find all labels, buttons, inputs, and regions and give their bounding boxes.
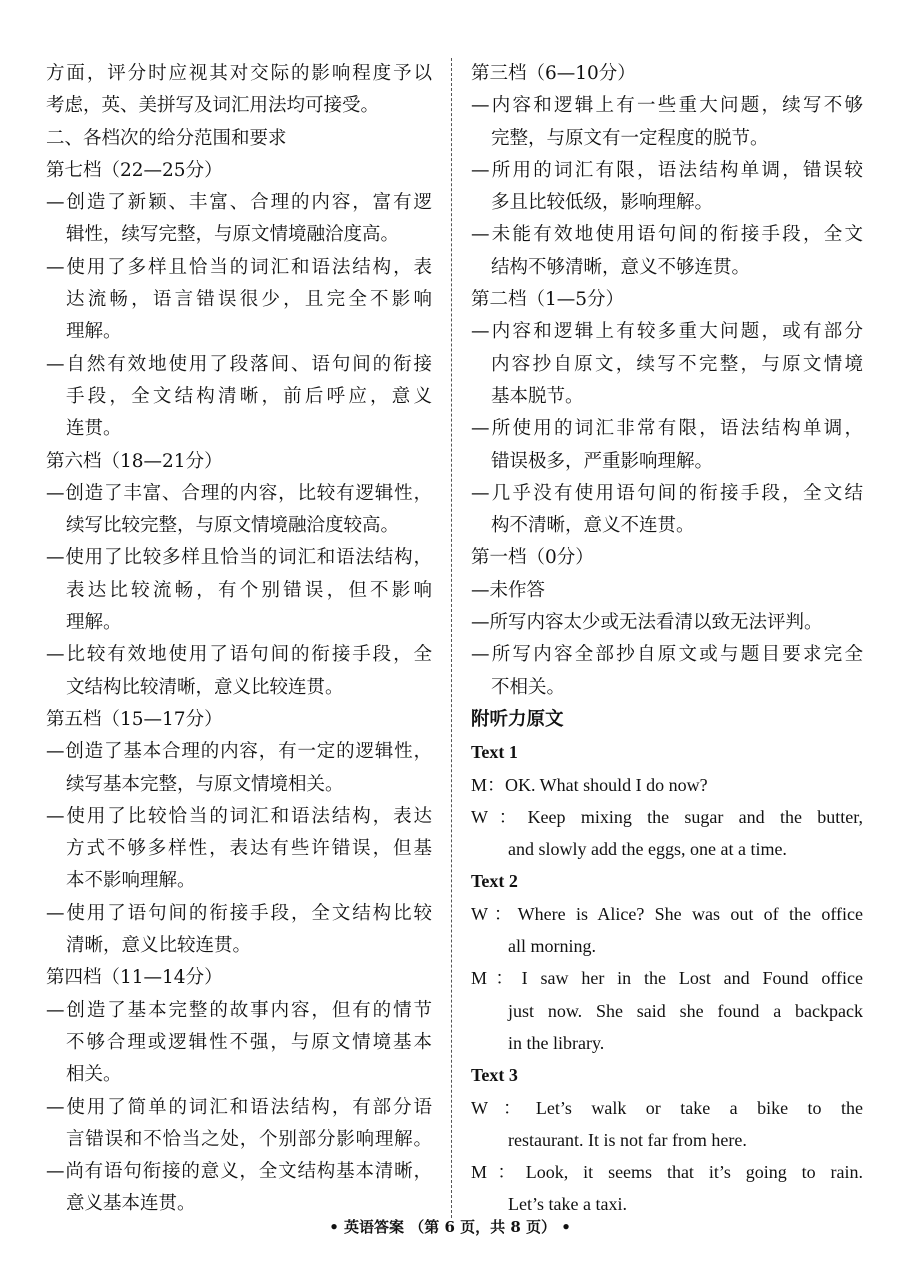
text-line: 达流畅，语言错误很少，且完全不影响 xyxy=(66,289,432,311)
text-line: —创造了丰富、合理的内容，比较有逻辑性， xyxy=(46,482,432,504)
text-line: 二、各档次的给分范围和要求 xyxy=(46,127,287,149)
text-line: 方面，评分时应视其对交际的影响程度予以 xyxy=(46,63,432,84)
text-line: 内容抄自原文，续写不完整，与原文情境 xyxy=(491,353,863,375)
text-line: 附听力原文 xyxy=(471,708,564,730)
left-column xyxy=(46,58,432,1221)
text-line: Text 3 xyxy=(471,1065,518,1086)
text-line: —所用的词汇有限，语法结构单调，错误较 xyxy=(471,159,863,181)
text-line: —内容和逻辑上有一些重大问题，续写不够 xyxy=(471,95,863,117)
text-line: 不够合理或逻辑性不强，与原文情境基本 xyxy=(66,1031,432,1053)
text-line: W：Let’s walk or take a bike to the xyxy=(471,1097,863,1118)
text-line: 表达比较流畅，有个别错误，但不影响 xyxy=(66,579,432,601)
text-line: 文结构比较清晰，意义比较连贯。 xyxy=(66,676,344,698)
column-divider xyxy=(451,58,452,1218)
text-line: —使用了多样且恰当的词汇和语法结构，表 xyxy=(46,256,432,278)
text-line: Let’s take a taxi. xyxy=(508,1194,627,1215)
text-line: 续写比较完整，与原文情境融洽度较高。 xyxy=(66,515,400,537)
text-line: —所使用的词汇非常有限，语法结构单调， xyxy=(471,418,863,440)
text-line: —未作答 xyxy=(471,579,546,601)
text-line: 续写基本完整，与原文情境相关。 xyxy=(66,773,344,795)
text-line: 手段，全文结构清晰，前后呼应，意义 xyxy=(66,385,432,407)
text-line: —尚有语句衔接的意义，全文结构基本清晰， xyxy=(46,1161,432,1183)
text-line: —使用了简单的词汇和语法结构，有部分语 xyxy=(46,1096,432,1118)
text-line: —使用了比较恰当的词汇和语法结构，表达 xyxy=(46,805,432,827)
text-line: and slowly add the eggs, one at a time. xyxy=(508,839,787,860)
text-line: —创造了基本合理的内容，有一定的逻辑性， xyxy=(46,741,432,763)
text-line: M：Look, it seems that it’s going to rain. xyxy=(471,1162,863,1183)
text-line: restaurant. It is not far from here. xyxy=(508,1129,747,1150)
page-footer: • 英语答案 （第 6 页，共 8 页） • xyxy=(329,1218,571,1236)
text-line: 本不影响理解。 xyxy=(66,870,196,892)
text-line: M：OK. What should I do now? xyxy=(471,774,708,795)
text-line: 不相关。 xyxy=(491,676,566,698)
text-line: 考虑，英、美拼写及词汇用法均可接受。 xyxy=(46,95,380,117)
text-line: —使用了语句间的衔接手段，全文结构比较 xyxy=(46,902,432,924)
text-line: 完整，与原文有一定程度的脱节。 xyxy=(491,127,769,149)
text-line: —自然有效地使用了段落间、语句间的衔接 xyxy=(46,353,432,375)
text-line: 理解。 xyxy=(66,321,122,343)
text-line: 第三档（6—10分） xyxy=(471,63,636,84)
text-line: 第六档（18—21分） xyxy=(46,450,223,472)
text-line: 第四档（11—14分） xyxy=(46,967,223,989)
text-line: —创造了基本完整的故事内容，但有的情节 xyxy=(46,999,432,1021)
text-line: 多且比较低级，影响理解。 xyxy=(491,192,714,214)
text-line: 第七档（22—25分） xyxy=(46,159,223,181)
right-column xyxy=(471,58,863,1221)
text-line: W：Keep mixing the sugar and the butter, xyxy=(471,806,863,827)
text-line: Text 1 xyxy=(471,742,518,763)
text-line: 第五档（15—17分） xyxy=(46,708,223,730)
text-line: —所写内容全部抄自原文或与题目要求完全 xyxy=(471,644,863,666)
text-line: in the library. xyxy=(508,1032,605,1053)
text-line: W：Where is Alice? She was out of the office xyxy=(471,903,863,924)
text-line: 第二档（1—5分） xyxy=(471,289,625,311)
text-line: 错误极多，严重影响理解。 xyxy=(491,450,714,472)
text-line: 言错误和不恰当之处，个别部分影响理解。 xyxy=(66,1128,432,1150)
text-line: —几乎没有使用语句间的衔接手段，全文结 xyxy=(471,482,863,504)
text-line: 理解。 xyxy=(66,612,122,634)
text-line: —使用了比较多样且恰当的词汇和语法结构， xyxy=(46,547,432,569)
text-line: Text 2 xyxy=(471,871,518,892)
text-line: 清晰，意义比较连贯。 xyxy=(66,935,252,957)
text-line: —内容和逻辑上有较多重大问题，或有部分 xyxy=(471,321,863,343)
text-line: 意义基本连贯。 xyxy=(66,1193,196,1215)
text-line: just now. She said she found a backpack xyxy=(508,1000,863,1021)
text-line: 结构不够清晰，意义不够连贯。 xyxy=(491,256,751,278)
text-line: 相关。 xyxy=(66,1064,122,1086)
text-line: —所写内容太少或无法看清以致无法评判。 xyxy=(471,612,823,634)
text-line: M：I saw her in the Lost and Found office xyxy=(471,968,863,989)
text-line: 构不清晰，意义不连贯。 xyxy=(491,515,695,537)
text-line: 方式不够多样性，表达有些许错误，但基 xyxy=(66,838,432,860)
text-line: 第一档（0分） xyxy=(471,547,594,569)
text-line: —创造了新颖、丰富、合理的内容，富有逻 xyxy=(46,192,432,214)
text-line: all morning. xyxy=(508,936,596,957)
text-line: 辑性，续写完整，与原文情境融洽度高。 xyxy=(66,224,400,246)
text-line: 连贯。 xyxy=(66,418,122,440)
text-line: —未能有效地使用语句间的衔接手段，全文 xyxy=(471,224,863,246)
text-line: 基本脱节。 xyxy=(491,385,584,407)
text-line: —比较有效地使用了语句间的衔接手段，全 xyxy=(46,644,432,666)
